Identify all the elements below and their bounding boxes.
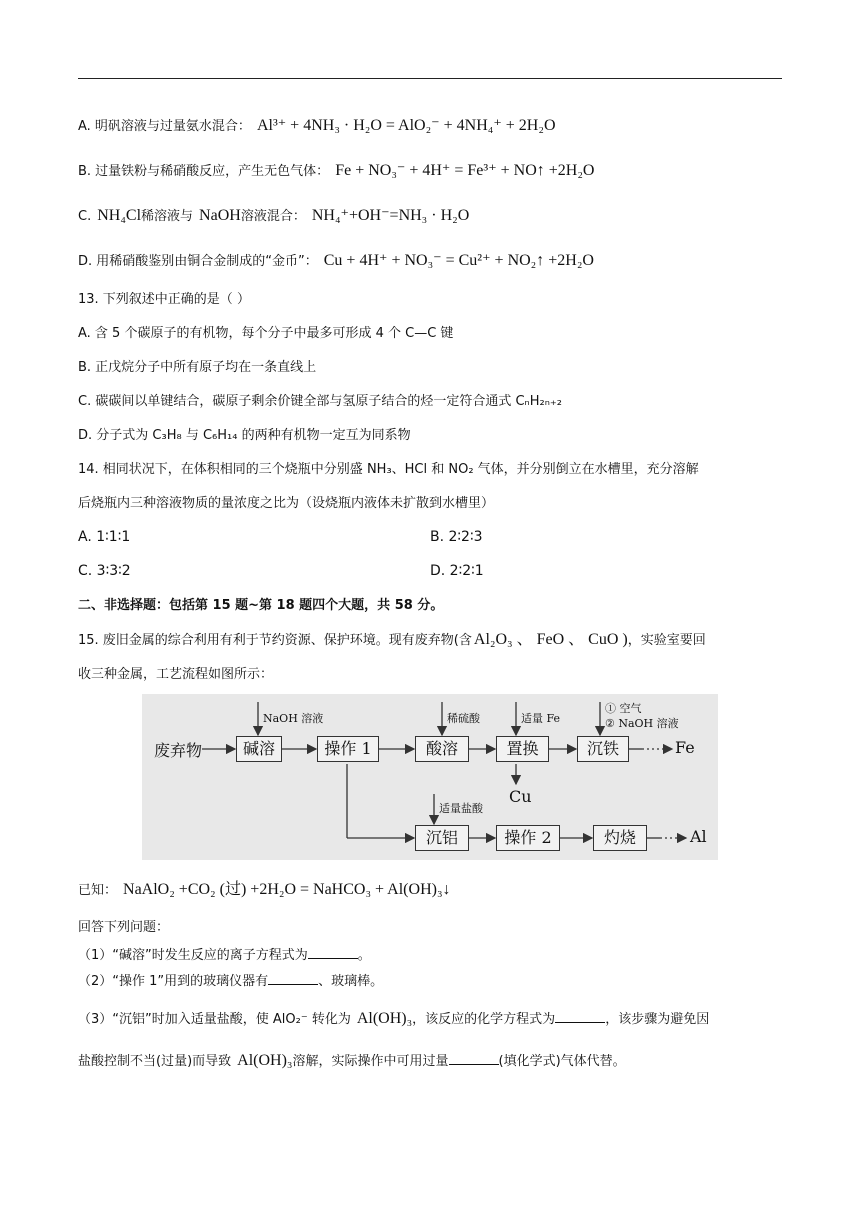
q12-c-text: C. [78, 209, 92, 224]
flow-reagent-fe: 适量 Fe [521, 712, 561, 725]
q15-known-formula: NaAlO₂ +CO₂ (过) +2H₂O = NaHCO₃ + Al(OH)₃↓ [123, 881, 451, 898]
q13-option-a: A. 含 5 个碳原子的有机物，每个分子中最多可形成 4 个 C—C 键 [78, 326, 454, 341]
q12-option-d [78, 251, 594, 272]
q12-c-formula2: NaOH [199, 207, 241, 224]
answer-blank[interactable] [449, 1050, 499, 1065]
flow-box-iron-precipitation: 沉铁 [577, 736, 629, 762]
q15-known-label: 已知： [78, 883, 118, 898]
q15-p3-a: （3）“沉铝”时加入适量盐酸，使 AlO₂⁻ 转化为 [78, 1012, 351, 1027]
process-flowchart [142, 694, 718, 860]
q12-b-formula: Fe + NO₃⁻ + 4H⁺ = Fe³⁺ + NO↑ +2H₂O [335, 162, 595, 179]
q14-stem-line1: 14. 相同状况下，在体积相同的三个烧瓶中分别盛 NH₃、HCl 和 NO₂ 气体，并分别倒立在水槽里，充分溶解 [78, 462, 699, 477]
q14-option-d: D. 2∶2∶1 [430, 563, 484, 579]
flow-box-alkali-dissolve: 碱溶 [236, 736, 282, 762]
q15-part-3 [78, 1008, 709, 1030]
flow-box-operation-1: 操作 1 [317, 736, 379, 762]
q15-p4-formula: Al(OH)₃ [237, 1052, 293, 1069]
answer-blank[interactable] [308, 944, 358, 959]
answer-blank[interactable] [268, 970, 318, 985]
q15-p3-b: ，该反应的化学方程式为 [412, 1012, 556, 1027]
flow-box-displacement: 置换 [496, 736, 549, 762]
q14-option-a: A. 1∶1∶1 [78, 529, 131, 545]
flow-box-operation-2: 操作 2 [496, 825, 560, 851]
q15-known-equation [78, 880, 451, 901]
q13-option-c: C. 碳碳间以单键结合，碳原子剩余价键全部与氢原子结合的烃一定符合通式 CₙH₂ₙ₊₂ [78, 394, 562, 409]
q12-option-a [78, 116, 556, 137]
q15-stem1-b: ，实验室要回 [627, 633, 706, 648]
q15-p3-c: ，该步骤为避免因 [605, 1012, 710, 1027]
q12-c-formula1: NH₄Cl [97, 207, 142, 224]
q15-stem1-a: 15. 废旧金属的综合利用有利于节约资源、保护环境。现有废弃物(含 [78, 633, 472, 648]
q12-c-mid1: 稀溶液与 [141, 209, 194, 224]
q15-p4-c: (填化学式)气体代替。 [498, 1054, 626, 1069]
q12-d-text: D. 用稀硝酸鉴别由铜合金制成的“金币”： [78, 254, 318, 269]
q15-p4-b: 溶解，实际操作中可用过量 [292, 1054, 449, 1069]
section-2-heading: 二、非选择题：包括第 15 题~第 18 题四个大题，共 58 分。 [78, 598, 444, 613]
q15-p2-end: 、玻璃棒。 [318, 974, 384, 989]
q12-a-text: A. 明矾溶液与过量氨水混合： [78, 119, 251, 134]
flow-reagent-naoh-2: ② NaOH 溶液 [605, 717, 679, 730]
q15-part-2 [78, 970, 383, 992]
q15-stem-line1 [78, 630, 706, 651]
q15-p1-end: 。 [357, 948, 371, 963]
flow-box-calcination: 灼烧 [593, 825, 647, 851]
q13-option-d: D. 分子式为 C₃H₈ 与 C₆H₁₄ 的两种有机物一定互为同系物 [78, 428, 411, 443]
flow-reagent-air: ① 空气 [605, 702, 642, 715]
flow-product-al: Al [690, 827, 707, 846]
q15-part-3-cont [78, 1050, 626, 1072]
q12-c-mid2: 溶液混合： [240, 209, 306, 224]
q15-p3-formula: Al(OH)₃ [356, 1010, 413, 1027]
q13-stem: 13. 下列叙述中正确的是（ ） [78, 292, 250, 307]
q12-option-b [78, 161, 594, 182]
q14-option-b: B. 2∶2∶3 [430, 529, 483, 545]
q12-c-formula3: NH₄⁺+OH⁻=NH₃ · H₂O [311, 207, 470, 224]
flow-reagent-hcl: 适量盐酸 [439, 802, 483, 815]
q15-p1-text: （1）“碱溶”时发生反应的离子方程式为 [78, 948, 308, 963]
q12-a-formula: Al³⁺ + 4NH₃ · H₂O = AlO₂⁻ + 4NH₄⁺ + 2H₂O [256, 117, 556, 134]
q15-answer-intro: 回答下列问题： [78, 920, 170, 935]
flow-box-aluminum-precipitation: 沉铝 [415, 825, 469, 851]
q15-stem-line2: 收三种金属，工艺流程如图所示： [78, 667, 274, 682]
q12-option-c [78, 206, 469, 227]
answer-blank[interactable] [555, 1008, 605, 1023]
q15-stem1-formula: Al₂O₃ 、 FeO 、 CuO ) [473, 631, 628, 648]
flow-product-cu: Cu [509, 787, 532, 806]
q14-option-c: C. 3∶3∶2 [78, 563, 131, 579]
q15-p4-a: 盐酸控制不当(过量)而导致 [78, 1054, 232, 1069]
q13-option-b: B. 正戊烷分子中所有原子均在一条直线上 [78, 360, 317, 375]
q12-b-text: B. 过量铁粉与稀硝酸反应，产生无色气体： [78, 164, 330, 179]
header-rule [78, 78, 782, 79]
flow-product-fe: Fe [675, 738, 695, 757]
flow-start-waste: 废弃物 [154, 741, 203, 760]
q15-p2-text: （2）“操作 1”用到的玻璃仪器有 [78, 974, 269, 989]
q12-d-formula: Cu + 4H⁺ + NO₃⁻ = Cu²⁺ + NO₂↑ +2H₂O [323, 252, 594, 269]
flow-reagent-naoh: NaOH 溶液 [263, 712, 324, 725]
flow-reagent-dilute-sulfuric: 稀硫酸 [447, 712, 480, 725]
q15-part-1 [78, 944, 371, 966]
q14-stem-line2: 后烧瓶内三种溶液物质的量浓度之比为（设烧瓶内液体未扩散到水槽里） [78, 496, 495, 511]
flow-box-acid-dissolve: 酸溶 [415, 736, 469, 762]
